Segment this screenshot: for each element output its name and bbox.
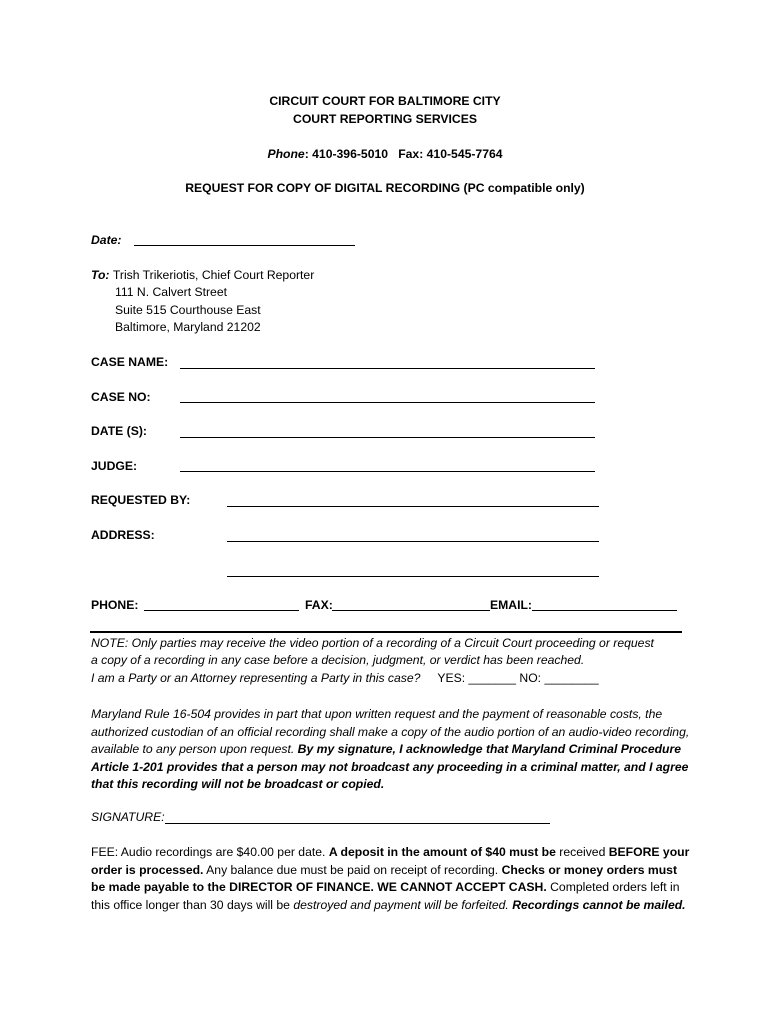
note-line-2: a copy of a recording in any case before a decision, judgment, or verdict has been reached. <box>91 653 585 667</box>
recipient-line <box>91 268 314 282</box>
case-no-field[interactable] <box>180 402 595 403</box>
recipient-name: Trish Trikeriotis, Chief Court Reporter <box>112 268 315 282</box>
party-question-row <box>91 671 599 685</box>
fax-label: FAX: <box>305 598 333 612</box>
phone-field[interactable] <box>144 610 299 611</box>
fax-field[interactable] <box>332 610 490 611</box>
fee-deposit: A deposit in the amount of $40 must be <box>328 845 556 859</box>
fee-paragraph <box>91 844 691 914</box>
to-label: To: <box>91 268 110 282</box>
contact-line <box>0 147 770 161</box>
no-field[interactable]: NO: ________ <box>519 671 599 685</box>
rule-paragraph <box>91 706 691 794</box>
judge-label: JUDGE: <box>91 459 138 473</box>
yes-field[interactable]: YES: _______ <box>437 671 516 685</box>
dates-field[interactable] <box>180 437 595 438</box>
phone-label: PHONE: <box>91 598 139 612</box>
form-title: REQUEST FOR COPY OF DIGITAL RECORDING (PC compatible only) <box>185 181 585 195</box>
email-label: EMAIL: <box>490 598 532 612</box>
signature-field[interactable] <box>165 823 550 824</box>
date-field[interactable] <box>134 245 355 246</box>
court-name: CIRCUIT COURT FOR BALTIMORE CITY <box>269 94 501 108</box>
address-field-line-2[interactable] <box>227 576 599 577</box>
department-name: COURT REPORTING SERVICES <box>293 112 477 126</box>
fee-balance: Any balance due must be paid on receipt of recording. <box>206 862 499 877</box>
rule-acknowledgment: By my signature, I acknowledge that Maryland Criminal Procedure Article 1-201 provides that a person may not broadcast any proceeding in a criminal matter, and I agree that this recording will not be broadcast or copied. <box>91 742 689 792</box>
requested-by-label: REQUESTED BY: <box>91 493 191 507</box>
signature-label: SIGNATURE: <box>91 810 165 824</box>
email-field[interactable] <box>532 610 677 611</box>
case-name-field[interactable] <box>180 368 595 369</box>
fee-before: BEFORE your order is processed. <box>91 845 690 877</box>
fee-completed: Completed orders left in this office longer than 30 days will be <box>91 880 680 912</box>
case-no-label: CASE NO: <box>91 390 151 404</box>
phone-label: Phone <box>267 147 305 161</box>
dates-label: DATE (S): <box>91 424 147 438</box>
phone-number: : 410-396-5010 <box>304 147 389 161</box>
date-label: Date: <box>91 233 122 247</box>
fee-amount: FEE: Audio recordings are $40.00 per date. <box>91 845 326 859</box>
fee-received: received <box>559 845 606 859</box>
recipient-suite: Suite 515 Courthouse East <box>115 303 261 317</box>
address-field-line-1[interactable] <box>227 541 599 542</box>
requested-by-field[interactable] <box>227 506 599 507</box>
note-line-1: NOTE: Only parties may receive the video portion of a recording of a Circuit Court proceeding or request <box>91 636 654 650</box>
fee-not-mailed: Recordings cannot be mailed. <box>512 897 686 912</box>
fax-number: Fax: 410-545-7764 <box>398 147 503 161</box>
party-question: I am a Party or an Attorney representing a Party in this case? <box>91 671 421 685</box>
case-name-label: CASE NAME: <box>91 355 169 369</box>
recipient-street: 111 N. Calvert Street <box>115 285 227 299</box>
judge-field[interactable] <box>180 471 595 472</box>
rule-intro: Maryland Rule 16-504 provides in part that upon written request and the payment of reasonable costs, the authorized custodian of an official recording shall make a copy of the audio portion of an audio-video recording, available to any person upon request. <box>91 707 690 757</box>
section-divider <box>90 631 682 633</box>
recipient-city: Baltimore, Maryland 21202 <box>115 320 261 334</box>
fee-payable: Checks or money orders must be made payable to the DIRECTOR OF FINANCE. WE CANNOT ACCEPT CASH. <box>91 862 677 895</box>
address-label: ADDRESS: <box>91 528 155 542</box>
fee-forfeited: destroyed and payment will be forfeited. <box>293 897 509 912</box>
